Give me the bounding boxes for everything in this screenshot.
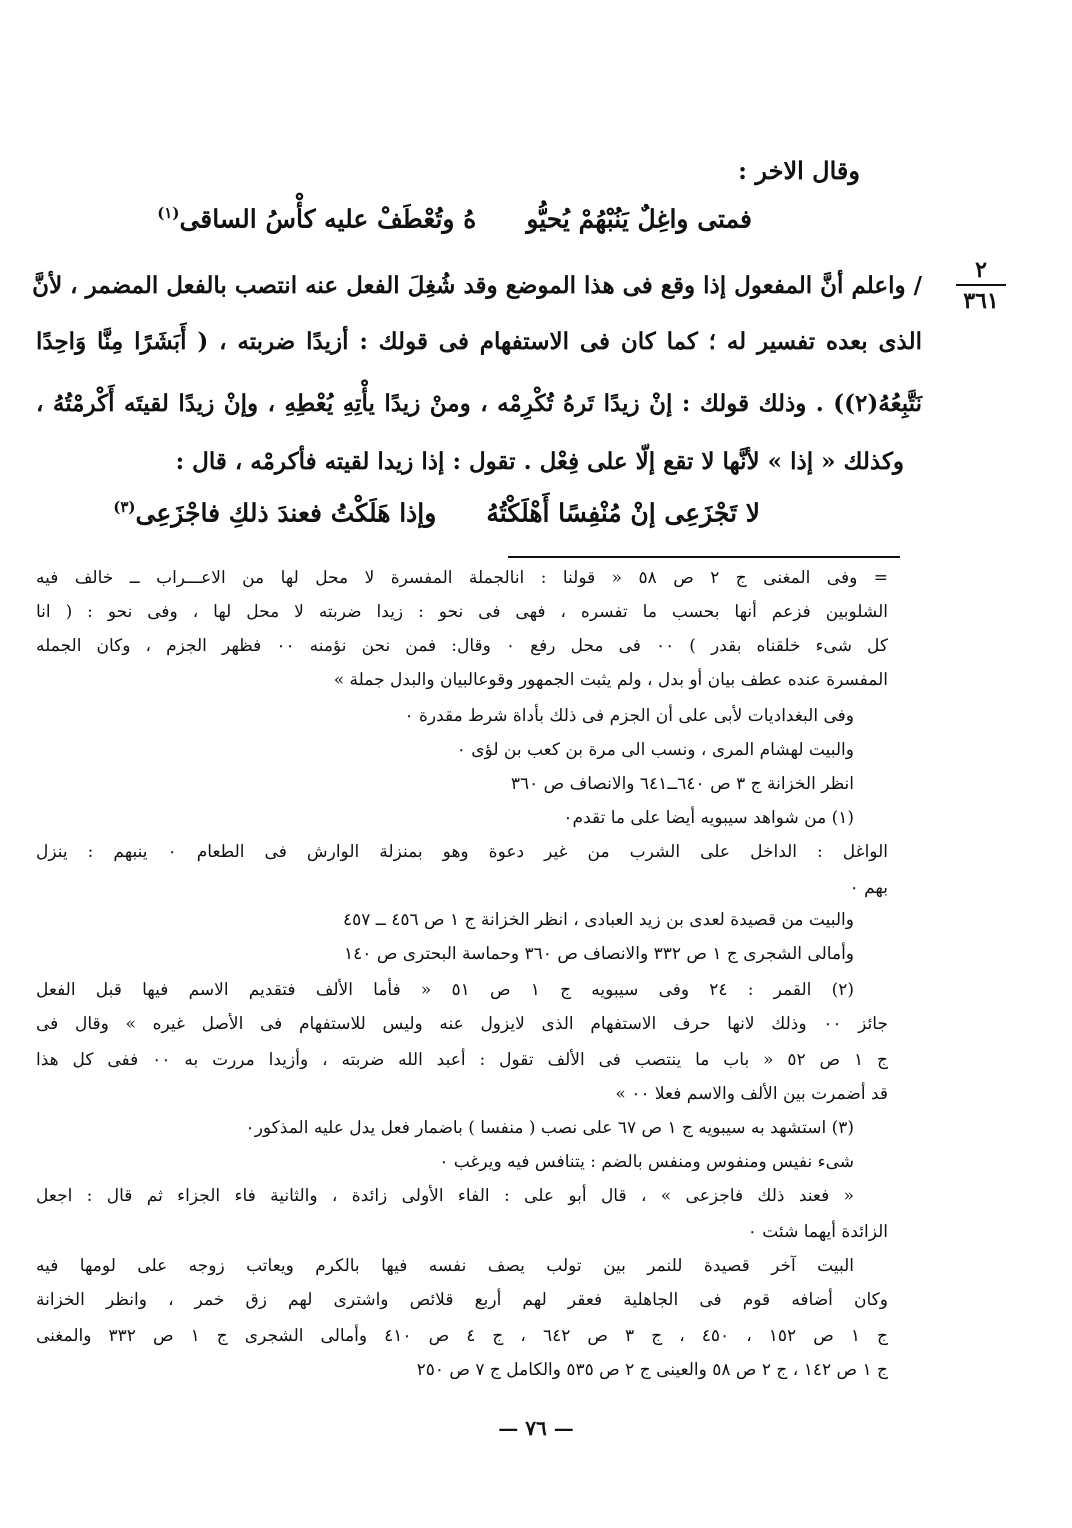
main-text-line-4: وكذلك « إذا » لأنَّها لا تقع إلّا على فِعْل . تقول : إذا زيدا لقيته فأكرمْه ، قال : (175, 448, 904, 475)
footnote-line: المفسرة عنده عطف بيان أو بدل ، ولم يثبت الجمهور وقوعالبيان والبدل جملة » (333, 670, 888, 690)
verse-2-second-hemistich: وإذا هَلَكْتُ فعندَ ذلكِ فاجْزَعِى (135, 498, 437, 528)
footnote-line: جائز ٠٠ وذلك لانها حرف الاستفهام الذى لايزول عنه وليس للاستفهام فى الأصل غيره » وقال فى (36, 1014, 888, 1034)
footnote-line: (٣) استشهد به سيبويه ج ١ ص ٦٧ على نصب ( منفسا ) باضمار فعل يدل عليه المذكور٠ (245, 1118, 854, 1138)
verse-2 (113, 498, 760, 527)
footnote-line: البيت آخر قصيدة للنمر بين تولب يصف نفسه فيها بالكرم ويعاتب زوجه على لومها فيه (36, 1256, 854, 1276)
footnote-line: ج ١ ص ١٥٢ ، ٤٥٠ ، ج ٣ ص ٦٤٢ ، ج ٤ ص ٤١٠ وأمالى الشجرى ج ١ ص ٣٣٢ والمغنى (36, 1326, 889, 1346)
footnote-separator (508, 556, 900, 558)
footnote-line: والبيت من قصيدة لعدى بن زيد العبادى ، انظر الخزانة ج ١ ص ٤٥٦ ــ ٤٥٧ (343, 910, 854, 930)
footnote-line: وفى البغداديات لأبى على أن الجزم فى ذلك بأداة شرط مقدرة ٠ (404, 706, 854, 726)
verse-1 (157, 204, 752, 233)
footnote-ref-1: (١) (157, 204, 180, 222)
footnote-line: شىء نفيس ومنفوس ومنفس بالضم : يتنافس فيه ويرغب ٠ (439, 1152, 854, 1172)
verse-intro-heading: وقال الاخر : (738, 156, 860, 185)
footnote-line: ج ١ ص ٥٢ « باب ما ينتصب فى الألف تقول : أعبد الله ضربته ، وأزيدا مررت به ٠٠ ففى كل هذا (36, 1050, 888, 1070)
margin-page-reference (956, 256, 1006, 316)
footnote-line: وكان أضافه قوم فى الجاهلية فعقر لهم أربع قلائص واشترى لهم زق خمر ، وانظر الخزانة (36, 1290, 888, 1310)
main-text-line-1: / واعلم أنَّ المفعول إذا وقع فى هذا الموضع وقد شُغِلَ الفعل عنه انتصب بالفعل المضمر ، لأنَّ (32, 272, 922, 299)
footnote-line: الزائدة أيهما شئت ٠ (747, 1222, 888, 1242)
footnote-line: ج ١ ص ١٤٢ ، ج ٢ ص ٥٨ والعينى ج ٢ ص ٥٣٥ والكامل ج ٧ ص ٢٥٠ (416, 1360, 888, 1380)
footnote-line: (٢) القمر : ٢٤ وفى سيبويه ج ١ ص ٥١ « فأما الألف فتقديم الاسم فيها قبل الفعل (36, 980, 854, 1000)
footnote-line: الواغل : الداخل على الشرب من غير دعوة وهو بمنزلة الوارش فى الطعام ٠ ينبهم : ينزل (36, 842, 888, 862)
footnote-line: كل شىء خلقناه بقدر ) ٠٠ فى محل رفع ٠ وقال: فمن نحن نؤمنه ٠٠ فظهر الجزم ، وكان الجمله (36, 636, 888, 656)
footnote-line: قد أضمرت بين الألف والاسم فعلا ٠٠ » (615, 1084, 888, 1104)
verse-1-first-hemistich: فمتى واغِلٌ يَنُبْهُمْ يُحيُّو (526, 204, 752, 234)
verse-1-second-hemistich: هُ وتُعْطَفْ عليه كأْسُ الساقى (179, 204, 477, 234)
margin-ref-page: ٣٦١ (963, 288, 999, 314)
page-number: — ٧٦ — (498, 1416, 574, 1440)
footnote-line: (١) من شواهد سيبويه أيضا على ما تقدم٠ (563, 808, 854, 828)
footnote-ref-3: (٣) (113, 498, 136, 516)
main-text-line-2: الذى بعده تفسير له ؛ كما كان فى الاستفهام فى قولك : أزيدًا ضربته ، ( أَبَشَرًا مِنَّا وَاحِدًا (36, 328, 922, 355)
verse-2-first-hemistich: لا تَجْزَعِى إنْ مُنْفِسًا أَهْلَكْتُهُ (486, 498, 760, 528)
margin-ref-part: ٢ (956, 256, 1006, 286)
footnote-line: بهم ٠ (849, 878, 888, 898)
footnote-line: انظر الخزانة ج ٣ ص ٦٤٠ــ٦٤١ والانصاف ص ٣٦٠ (510, 774, 854, 794)
footnote-line: = وفى المغنى ج ٢ ص ٥٨ « قولنا : انالجملة المفسرة لا محل لها من الاعـــراب ــ خالف فيه (36, 568, 888, 588)
footnote-line: وأمالى الشجرى ج ١ ص ٣٣٢ والانصاف ص ٣٦٠ وحماسة البحترى ص ١٤٠ (344, 944, 854, 964)
footnote-line: الشلوبين فزعم أنها بحسب ما تفسره ، فهى فى نحو : زيدا ضربته لا محل لها ، وفى نحو : ( انا (36, 602, 888, 622)
footnote-line: والبيت لهشام المرى ، ونسب الى مرة بن كعب بن لؤى ٠ (456, 740, 854, 760)
footnote-line: « فعند ذلك فاجزعى » ، قال أبو على : الفاء الأولى زائدة ، والثانية فاء الجزاء ثم قال : اجعل (36, 1186, 854, 1206)
main-text-line-3: نَتَّبِعُهُ(٢)) . وذلك قولك : إنْ زيدًا تَرهُ تُكْرِمْه ، ومنْ زيدًا يأْتِهِ يُعْطِهِ ، وإنْ زيدًا لقيتَه أَكْرمْتُهُ ، (36, 390, 922, 417)
